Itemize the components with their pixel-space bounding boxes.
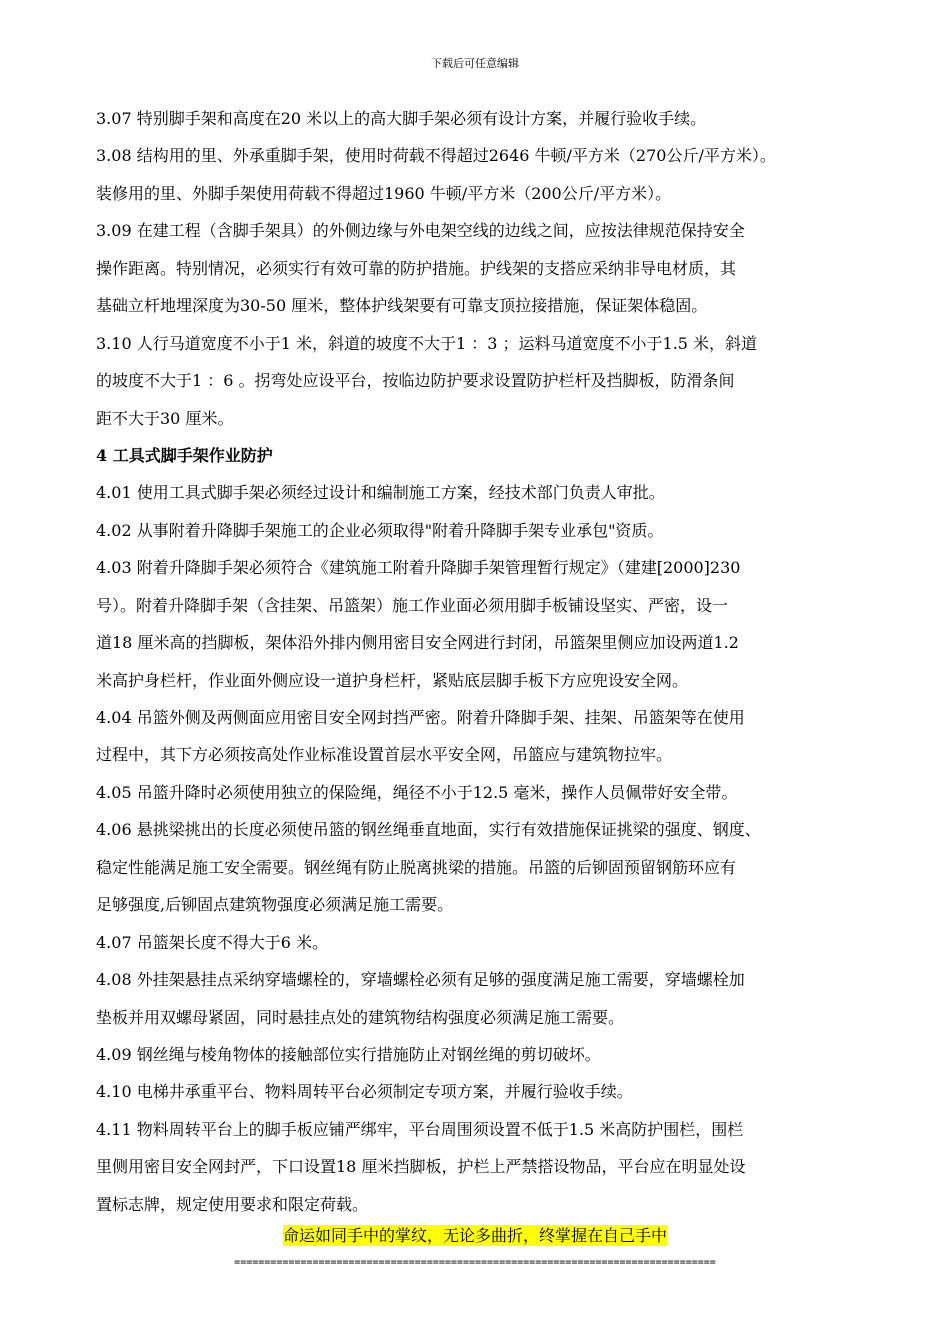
body-line: 里侧用密目安全网封严，下口设置18 厘米挡脚板，护栏上严禁搭设物品，平台应在明显处设 (96, 1157, 746, 1177)
body-line: 4.03 附着升降脚手架必须符合《建筑施工附着升降脚手架管理暂行规定》（建建[2000]230 (96, 558, 741, 578)
body-line: 3.08 结构用的里、外承重脚手架，使用时荷载不得超过2646 牛顿/平方米（270公斤/平方米）。 (96, 146, 776, 166)
body-line: 4.08 外挂架悬挂点采纳穿墙螺栓的，穿墙螺栓必须有足够的强度满足施工需要，穿墙螺栓加 (96, 970, 745, 990)
body-line: 4.10 电梯井承重平台、物料周转平台必须制定专项方案，并履行验收手续。 (96, 1082, 633, 1102)
body-line: 号）。附着升降脚手架（含挂架、吊篮架）施工作业面必须用脚手板铺设坚实、严密，设一 (96, 595, 729, 615)
body-line: 垫板并用双螺母紧固，同时悬挂点处的建筑物结构强度必须满足施工需要。 (96, 1007, 625, 1027)
body-line: 道18 厘米高的挡脚板，架体沿外排内侧用密目安全网进行封闭，吊篮架里侧应加设两道1.2 (96, 633, 739, 653)
body-line: 基础立杆地埋深度为30-50 厘米，整体护线架要有可靠支顶拉接措施，保证架体稳固。 (96, 296, 708, 316)
section-heading: 4 工具式脚手架作业防护 (96, 445, 273, 465)
body-line: 4.04 吊篮外侧及两侧面应用密目安全网封挡严密。附着升降脚手架、挂架、吊篮架等在使用 (96, 708, 745, 727)
document-body (96, 100, 886, 1223)
body-line: 足够强度,后铆固点建筑物强度必须满足施工需要。 (96, 895, 454, 915)
motto-text: 命运如同手中的掌纹，无论多曲折，终掌握在自己手中 (282, 1226, 667, 1245)
body-line: 4.02 从事附着升降脚手架施工的企业必须取得"附着升降脚手架专业承包"资质。 (96, 520, 664, 540)
body-line: 的坡度不大于1 ：6 。拐弯处应设平台，按临边防护要求设置防护栏杆及挡脚板，防滑条间 (96, 371, 735, 391)
body-line: 操作距离。特别情况，必须实行有效可靠的防护措施。护线架的支搭应采纳非导电材质，其 (96, 258, 737, 278)
body-line: 置标志牌，规定使用要求和限定荷载。 (96, 1194, 369, 1214)
body-line: 4.09 钢丝绳与棱角物体的接触部位实行措施防止对钢丝绳的剪切破坏。 (96, 1044, 601, 1064)
body-line: 4.01 使用工具式脚手架必须经过设计和编制施工方案，经技术部门负责人审批。 (96, 483, 665, 503)
body-line: 4.06 悬挑梁挑出的长度必须使吊篮的钢丝绳垂直地面，实行有效措施保证挑梁的强度、钢度、 (96, 820, 761, 840)
body-line: 4.07 吊篮架长度不得大于6 米。 (96, 932, 328, 952)
body-line: 3.10 人行马道宽度不小于1 米，斜道的坡度不大于1 ：3 ；运料马道宽度不小于1.5 米，斜道 (96, 333, 758, 353)
body-line: 4.11 物料周转平台上的脚手板应铺严绑牢，平台周围须设置不低于1.5 米高防护围栏，围栏 (96, 1119, 744, 1139)
footer-separator: ================================================================================ (234, 1257, 716, 1268)
body-line: 米高护身栏杆，作业面外侧应设一道护身栏杆，紧贴底层脚手板下方应兜设安全网。 (96, 670, 689, 690)
body-line: 距不大于30 厘米。 (96, 408, 234, 428)
footer-motto (0, 1224, 950, 1248)
body-line: 4.05 吊篮升降时必须使用独立的保险绳，绳径不小于12.5 毫米，操作人员佩带好安全带。 (96, 782, 738, 802)
body-line: 3.07 特别脚手架和高度在20 米以上的高大脚手架必须有设计方案，并履行验收手续。 (96, 109, 707, 128)
body-line: 装修用的里、外脚手架使用荷载不得超过1960 牛顿/平方米（200公斤/平方米）。 (96, 183, 672, 203)
page-header: 下载后可任意编辑 (431, 57, 519, 70)
body-line: 稳定性能满足施工安全需要。钢丝绳有防止脱离挑梁的措施。吊篮的后铆固预留钢筋环应有 (96, 857, 737, 877)
body-line: 3.09 在建工程（含脚手架具）的外侧边缘与外电架空线的边线之间，应按法律规范保持安全 (96, 221, 745, 241)
body-line: 过程中，其下方必须按高处作业标准设置首层水平安全网，吊篮应与建筑物拉牢。 (96, 745, 673, 765)
